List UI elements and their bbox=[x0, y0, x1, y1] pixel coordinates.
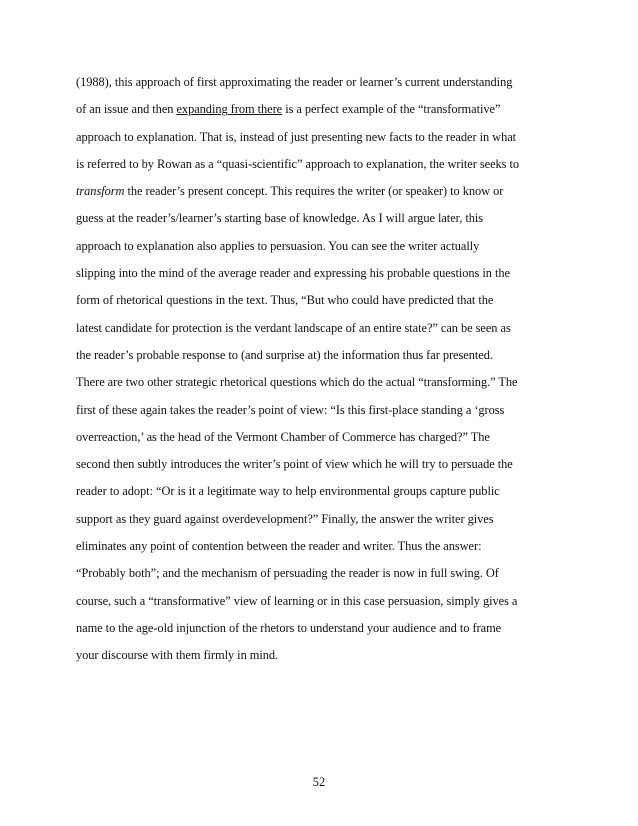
text-segment: (1988), this approach of first approximating the reader or learner’s current understanding bbox=[76, 75, 513, 89]
text-line bbox=[76, 96, 556, 123]
text-line bbox=[76, 69, 556, 96]
text-segment: There are two other strategic rhetorical questions which do the actual “transforming.” The bbox=[76, 375, 518, 390]
text-segment: support as they guard against overdevelopment?” Finally, the answer the writer gives bbox=[76, 511, 494, 526]
text-segment: is a perfect example of the “transformative” bbox=[282, 102, 501, 117]
text-segment: the reader’s probable response to (and surprise at) the information thus far presented. bbox=[76, 347, 493, 362]
text-segment: first of these again takes the reader’s point of view: “Is this first-place standing a ‘gross bbox=[76, 402, 505, 417]
text-segment: approach to explanation. That is, instead of just presenting new facts to the reader in what bbox=[76, 129, 517, 144]
page-number: 52 bbox=[312, 775, 326, 789]
text-segment: approach to explanation also applies to persuasion. You can see the writer actually bbox=[76, 238, 480, 253]
italic-word: transform bbox=[76, 184, 125, 199]
text-segment: guess at the reader’s/learner’s starting base of knowledge. As I will argue later, this bbox=[76, 211, 484, 226]
text-line bbox=[76, 424, 556, 451]
text-segment: slipping into the mind of the average reader and expressing his probable questions in the bbox=[76, 266, 510, 281]
body-paragraph bbox=[76, 69, 556, 670]
text-line bbox=[76, 342, 556, 369]
text-segment: of an issue and then bbox=[76, 102, 177, 117]
text-line bbox=[76, 642, 556, 669]
text-line bbox=[76, 506, 556, 533]
text-line bbox=[76, 560, 556, 587]
text-segment: name to the age-old injunction of the rhetors to understand your audience and to frame bbox=[76, 620, 502, 635]
text-line bbox=[76, 315, 556, 342]
text-segment: your discourse with them firmly in mind. bbox=[76, 648, 279, 663]
text-line bbox=[76, 178, 556, 205]
text-segment: “Probably both”; and the mechanism of persuading the reader is now in full swing. Of bbox=[76, 566, 499, 581]
text-segment: course, such a “transformative” view of learning or in this case persuasion, simply gives a bbox=[76, 593, 518, 608]
text-line bbox=[76, 588, 556, 615]
text-segment: second then subtly introduces the writer’s point of view which he will try to persuade the bbox=[76, 457, 513, 472]
text-line bbox=[76, 369, 556, 396]
text-line bbox=[76, 124, 556, 151]
text-segment: latest candidate for protection is the verdant landscape of an entire state?” can be seen as bbox=[76, 320, 511, 335]
text-line bbox=[76, 233, 556, 260]
text-segment: eliminates any point of contention between the reader and writer. Thus the answer: bbox=[76, 539, 482, 554]
text-segment: reader to adopt: “Or is it a legitimate way to help environmental groups capture public bbox=[76, 484, 500, 499]
underlined-phrase: expanding from there bbox=[176, 102, 283, 117]
text-line bbox=[76, 260, 556, 287]
text-line bbox=[76, 451, 556, 478]
text-line bbox=[76, 151, 556, 178]
text-line bbox=[76, 533, 556, 560]
text-segment: the reader’s present concept. This requires the writer (or speaker) to know or bbox=[124, 184, 504, 199]
text-segment: is referred to by Rowan as a “quasi-scientific” approach to explanation, the writer seeks to bbox=[76, 156, 520, 171]
text-line bbox=[76, 205, 556, 232]
text-line bbox=[76, 397, 556, 424]
text-line bbox=[76, 615, 556, 642]
text-segment: overreaction,’ as the head of the Vermont Chamber of Commerce has charged?” The bbox=[76, 429, 490, 444]
text-segment: form of rhetorical questions in the text. Thus, “But who could have predicted that the bbox=[76, 293, 494, 308]
text-line bbox=[76, 287, 556, 314]
text-line bbox=[76, 478, 556, 505]
